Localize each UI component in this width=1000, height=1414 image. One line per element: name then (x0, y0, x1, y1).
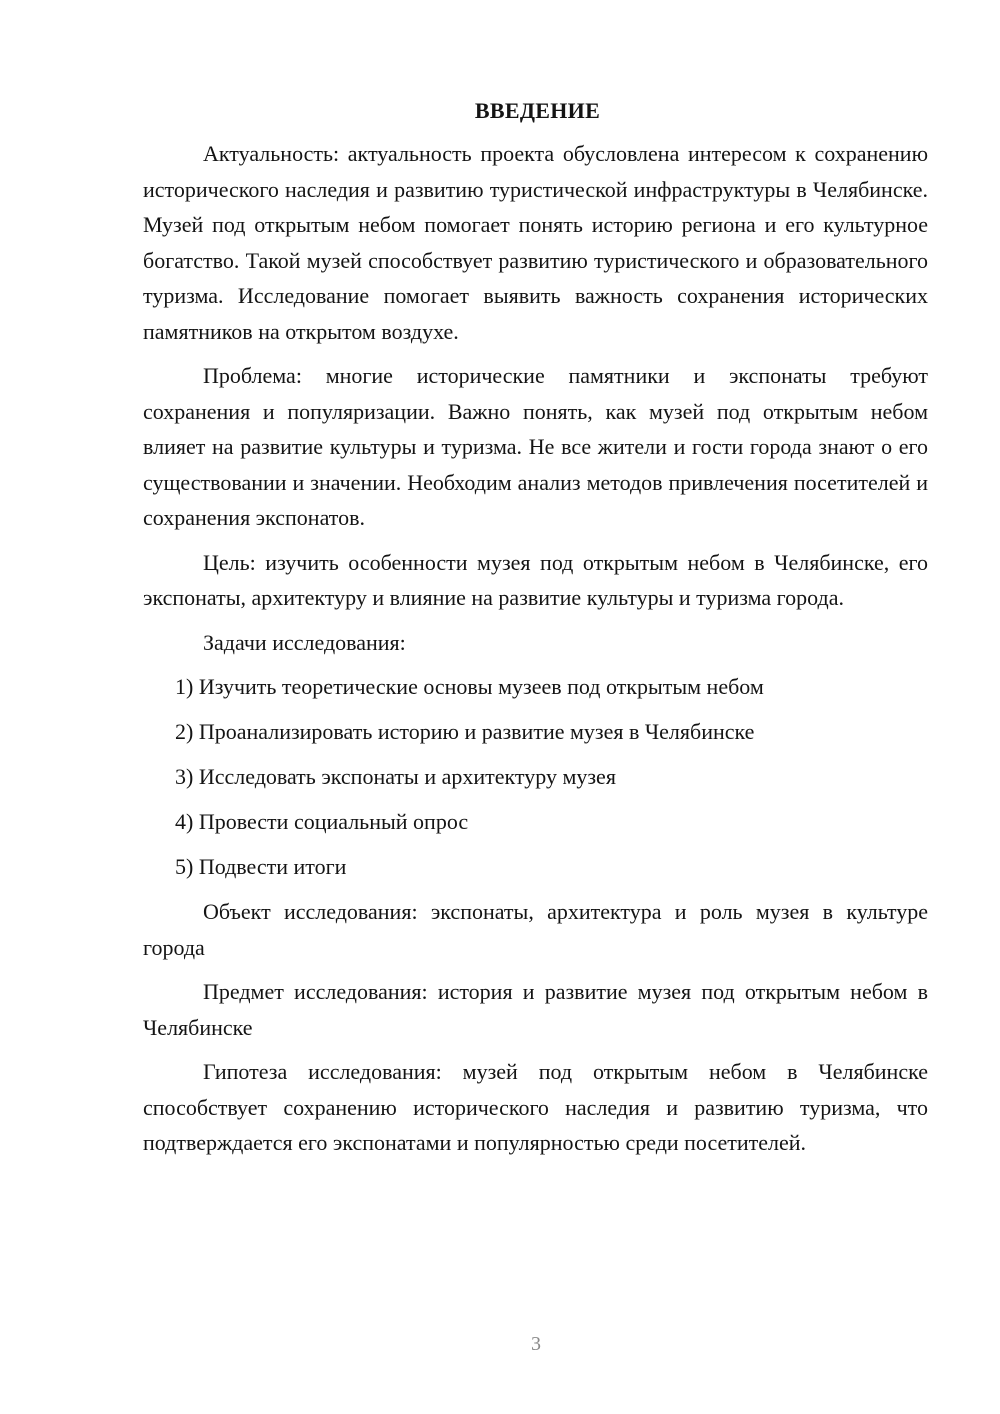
paragraph-hypothesis: Гипотеза исследования: музей под открытым небом в Челябинске способствует сохранению исторического наследия и развитию туризма, что подтверждается его экспонатами и популярностью среди посетителей. (143, 1059, 928, 1155)
list-item: 3) Исследовать экспонаты и архитектуру музея (175, 764, 616, 789)
paragraph-problem: Проблема: многие исторические памятники и экспонаты требуют сохранения и популяризации. Важно понять, как музей под открытым небом влияет на развитие культуры и туризма. Не все жители и гости города знают о его существовании и значении. Необходим анализ методов привлечения посетителей и сохранения экспонатов. (143, 363, 928, 530)
document-page (143, 93, 928, 1161)
paragraph-relevance: Актуальность: актуальность проекта обусловлена интересом к сохранению исторического наследия и развитию туристической инфраструктуры в Челябинске. Музей под открытым небом помогает понять историю региона и его культурное богатство. Такой музей способствует развитию туристического и образовательного туризма. Исследование помогает выявить важность сохранения исторических памятников на открытом воздухе. (143, 141, 928, 344)
page-title: ВВЕДЕНИЕ (474, 98, 601, 123)
list-item: 2) Проанализировать историю и развитие музея в Челябинске (175, 719, 755, 744)
list-item: 5) Подвести итоги (175, 854, 347, 879)
paragraph-goal: Цель: изучить особенности музея под открытым небом в Челябинске, его экспонаты, архитектуру и влияние на развитие культуры и туризма города. (143, 549, 928, 610)
page-number: 3 (531, 1333, 541, 1355)
task-list (143, 669, 928, 885)
paragraph-subject: Предмет исследования: история и развитие музея под открытым небом в Челябинске (143, 979, 928, 1040)
paragraph-object: Объект исследования: экспонаты, архитектура и роль музея в культуре города (143, 899, 928, 960)
tasks-heading: Задачи исследования: (203, 629, 406, 655)
list-item: 1) Изучить теоретические основы музеев под открытым небом (175, 674, 764, 699)
list-item: 4) Провести социальный опрос (175, 809, 469, 834)
